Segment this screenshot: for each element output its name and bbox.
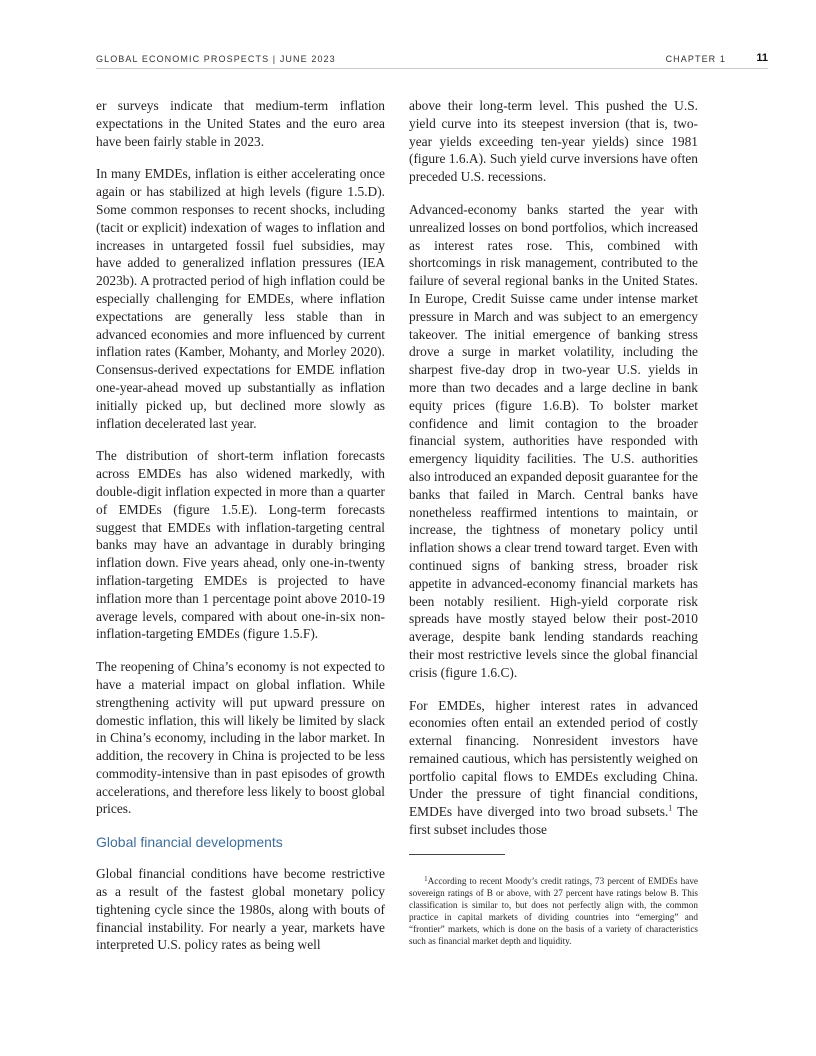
paragraph: The distribution of short-term inflation forecasts across EMDEs has also widened markedly, with double-digit inflation expected in more than a quarter of EMDEs (figure 1.5.E). Long-term forecasts suggest that EMDEs with inflation-targeting central banks may have an advantage in durably bringing inflation down. Five years ahead, only one-in-twenty inflation-targeting EMDEs is projected to have inflation more than 1 percentage point above 2010-19 average levels, compared with about one-in-six non-inflation-targeting EMDEs (figure 1.5.F).: [96, 448, 385, 642]
section-heading: Global financial developments: [96, 834, 283, 851]
footnote-number: 1: [424, 874, 428, 883]
running-title: GLOBAL ECONOMIC PROSPECTS | JUNE 2023: [96, 54, 336, 64]
footnote-reference[interactable]: 1: [668, 803, 673, 813]
page-number: 11: [756, 52, 768, 64]
paragraph: er surveys indicate that medium-term inflation expectations in the United States and the euro area have been fairly stable in 2023.: [96, 98, 385, 149]
paragraph-text-tail: The first subset includes those: [409, 804, 698, 838]
paragraph: Global financial conditions have become restrictive as a result of the fastest global monetary policy tightening cycle since the 1980s, along with bouts of financial instability. For nearly a year, markets have interpreted U.S. policy rates as being well: [96, 866, 385, 953]
header-divider: [96, 68, 768, 69]
footnote-text: According to recent Moody’s credit ratings, 73 percent of EMDEs have sovereign ratings of B or above, with 27 percent have ratings below B. This classification is similar to, but does not perfectly align with, the common practice in capital markets of dividing countries into “emerging” and “frontier” markets, which is done on the basis of a variety of characteristics such as financial market depth and liquidity.: [409, 875, 698, 946]
paragraph-text: For EMDEs, higher interest rates in advanced economies often entail an extended period of costly external financing. Nonresident investors have remained cautious, which has persistently weighed on portfolio capital flows to EMDEs excluding China. Under the pressure of tight financial conditions, EMDEs have diverged into two broad subsets.: [409, 697, 698, 820]
chapter-label: CHAPTER 1: [665, 54, 726, 64]
footnote: [409, 873, 698, 947]
paragraph: In many EMDEs, inflation is either accelerating once again or has stabilized at high levels (figure 1.5.D). Some common responses to recent shocks, including (tacit or explicit) indexation of wages to inflation and increases in untargeted fossil fuel subsidies, may have added to generalized inflation pressures (IEA 2023b). A protracted period of high inflation could be especially challenging for EMDEs, where inflation expectations are generally less stable than in advanced economies and more influenced by current inflation rates (Kamber, Mohanty, and Morley 2020). Consensus-derived expectations for EMDE inflation one-year-ahead moved up substantially as inflation initially picked up, but declined more slowly as inflation decelerated last year.: [96, 166, 385, 431]
running-header: [96, 51, 768, 69]
paragraph: above their long-term level. This pushed the U.S. yield curve into its steepest inversion (that is, two-year yields exceeding ten-year yields) since 1981 (figure 1.6.A). Such yield curve inversions have often preceded U.S. recessions.: [409, 98, 698, 185]
paragraph: Advanced-economy banks started the year with unrealized losses on bond portfolios, which increased as interest rates rose. This, combined with shortcomings in risk management, contributed to the failure of several regional banks in the United States. In Europe, Credit Suisse came under intense market pressure in March and was subject to an emergency takeover. The initial emergence of banking stress drove a surge in market volatility, including the sharpest five-day drop in two-year U.S. yields in more than two decades and a large decline in bank equity prices (figure 1.6.B). To bolster market confidence and limit contagion to the broader financial system, authorities have responded with emergency liquidity facilities. The U.S. authorities also introduced an expanded deposit guarantee for the banks that failed in March. Central banks have nonetheless reaffirmed intentions to maintain, or increase, the tightness of monetary policy until inflation shows a clear trend toward target. Even with continued signs of banking stress, broader risk appetite in advanced-economy financial markets has been notably resilient. High-yield corporate risk spreads have mostly stayed below their post-2010 average, despite bank lending standards reaching their most restrictive levels since the global financial crisis (figure 1.6.C).: [409, 201, 698, 680]
paragraph: [409, 697, 698, 839]
left-column: [96, 97, 385, 969]
paragraph: The reopening of China’s economy is not expected to have a material impact on global inflation. While strengthening activity will put upward pressure on domestic inflation, this will likely be limited by slack in China’s economy, including in the labor market. In addition, the recovery in China is projected to be less commodity-intensive than in past episodes of growth accelerations, and therefore less likely to boost global prices.: [96, 659, 385, 817]
footnote-divider: [409, 854, 505, 855]
right-column: [409, 97, 698, 947]
